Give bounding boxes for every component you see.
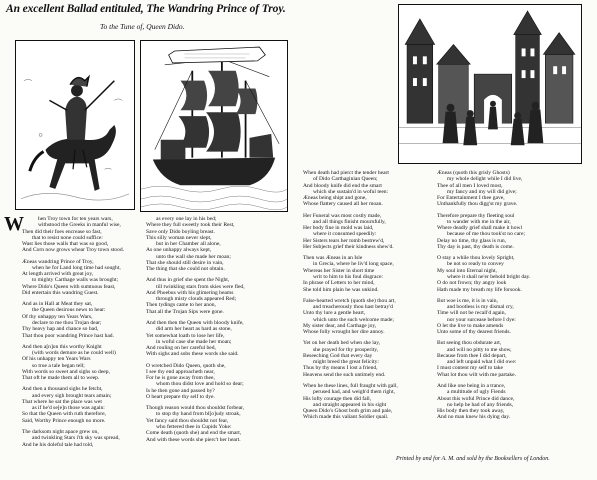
verse-line: Yet on her death bed when she lay, xyxy=(303,340,381,347)
verse-line: That thou poor wandring Prince hast had. xyxy=(22,332,114,339)
ballad-title: An excellent Ballad entituled, The Wandring Prince of Troy. xyxy=(6,3,286,15)
verse-line: I see thy end approacheth near, xyxy=(146,368,215,375)
verse-line: hen Troy town for ten years wars, xyxy=(38,216,113,222)
verse-line: And then a[n]on this worthy Knight xyxy=(22,343,102,350)
verse-line: no help he had of any friends, xyxy=(447,401,514,408)
verse-line: Thy day is past, thy death is come. xyxy=(437,243,514,250)
verse-line: Yet somewhat loath to lose her life, xyxy=(146,332,225,339)
verse-line: I must content my self to take xyxy=(437,365,503,372)
verse-line: so true a tale began tell; xyxy=(32,362,85,369)
imprint-line: Printed by and for A. M. and sold by the Booksellers of London. xyxy=(396,456,550,462)
verse-line: Then was Æneas in an Isle xyxy=(303,255,363,262)
verse-line: Then tydings came to her anon, xyxy=(146,302,216,309)
verse-line: My soul into Eternal night, xyxy=(437,267,497,274)
verse-line: she prayed for thy prosperity, xyxy=(313,346,379,353)
verse-line: But seeing thou obdurate art, xyxy=(437,340,502,347)
verse-line: writ to him to his foul disgrace: xyxy=(313,273,383,280)
woodcut-ship xyxy=(140,40,288,212)
verse-line: Her Sisters tears her tomb bestrew'd, xyxy=(303,237,385,244)
verse-line: and straight appeared in his sight xyxy=(313,401,387,408)
verse-line: This silly woman never slept, xyxy=(146,234,212,241)
verse-line: and all things finisht mournfully, xyxy=(313,218,386,225)
verse-line: Because from thee I did depart, xyxy=(437,352,507,359)
drop-cap: W xyxy=(4,213,24,235)
tune-line: To the Tune of, Queen Dido. xyxy=(100,22,185,31)
palace-illustration xyxy=(399,5,581,163)
verse-line: When death had pierct the tender heart xyxy=(303,170,389,176)
verse-column-1 xyxy=(22,216,140,478)
verse-line: About this woful Prince did dance, xyxy=(437,395,515,402)
verse-line: till twinkling stars from skies were fled, xyxy=(156,283,245,290)
verse-line: Save only Dido boyling breast. xyxy=(146,228,215,235)
verse-line: Whereas her Sister in short time xyxy=(303,267,375,274)
verse-line: So that the Queen with ruth therefore, xyxy=(22,411,106,418)
verse-line: the Queen desirous news to hear: xyxy=(32,307,106,314)
verse-line: Though reason would thou shouldst forbear, xyxy=(146,405,245,412)
verse-line: and will no pitty to me show, xyxy=(447,346,512,353)
verse-line: which she sustain'd in woful teen: xyxy=(313,188,389,195)
verse-line: Hath made my breath my life forsook. xyxy=(437,286,522,293)
verse-line: a multitude of ugly Fiends xyxy=(447,389,506,396)
verse-line: Is he then gone and passed by? xyxy=(146,387,215,394)
verse-line: O heart prepare thy self to dye. xyxy=(146,393,215,400)
verse-line: Whose flattery caused all her moan. xyxy=(303,201,383,208)
woodcut-knight-on-horse xyxy=(15,40,135,210)
verse-line: perused had, and weigh'd them right, xyxy=(313,389,395,396)
verse-line: And like one being in a trance, xyxy=(437,382,506,389)
verse-line: might breed the great felicity: xyxy=(313,359,379,366)
verse-line: And Phoebus with his glimering beams xyxy=(146,289,234,296)
verse-line: That all the Trojan Sips were gone. xyxy=(146,308,224,315)
verse-line: Where Dido's Queen with sumtuous feast, xyxy=(22,283,116,290)
verse-line: Of thy unhappy ten Years Wars, xyxy=(22,313,93,320)
verse-line: to stop thy hand from bl[o]udy stroak, xyxy=(156,411,241,418)
verse-line: For Entertainment I thee gave, xyxy=(437,195,505,202)
verse-line: And then a thousand sighs he fetcht, xyxy=(22,386,103,393)
verse-line: where it shall ne'er behold bright day. xyxy=(447,273,531,280)
verse-line: And rouling on her careful bed, xyxy=(146,345,216,352)
verse-line: when he for Land long time had sought, xyxy=(32,264,121,271)
verse-line: Unto some of thy dearest friends. xyxy=(437,329,511,336)
verse-line: False-hearted wretch (quoth she) thou art, xyxy=(303,297,396,304)
verse-line: Æneas being shipt and gone, xyxy=(303,195,367,202)
verse-line: When he these lines, full fraught with gall, xyxy=(303,382,398,389)
verse-line: With words so sweet and sighs so deep, xyxy=(22,368,110,375)
verse-line: What lot thou wilt with me partake. xyxy=(437,371,517,378)
verse-line: to mighty Carthage walls was brought; xyxy=(32,277,119,284)
verse-line: withstood the Greeks in manful wise, xyxy=(38,222,121,229)
verse-line: Therefore prepare thy fleeting soul xyxy=(437,212,515,219)
verse-line: my whole delight while I did live, xyxy=(447,176,523,183)
verse-line: but in her Chamber all alone, xyxy=(156,241,221,248)
verse-line: That where he sat the place was wet xyxy=(22,398,102,405)
verse-line: And he his doleful tale had told, xyxy=(22,441,94,448)
verse-line: Beseeching God that every day xyxy=(303,352,373,359)
verse-line: my fancy and my will did give; xyxy=(447,188,517,195)
verse-line: Æneas (quoth this grisly Ghosts) xyxy=(437,170,510,176)
verse-line: Whose folly wrought her dire annoy. xyxy=(303,329,385,336)
verse-line: nor your surcease before I dye: xyxy=(447,316,516,323)
verse-line: At length arrived with great joy, xyxy=(22,271,94,278)
verse-line: For he is gone away from thee, xyxy=(146,375,215,382)
verse-line: and twinkling Stars i'th sky was spread, xyxy=(32,435,120,442)
verse-column-3 xyxy=(303,170,429,452)
verse-line: The thing that she could not obtain. xyxy=(146,266,225,273)
verse-column-2 xyxy=(146,216,286,478)
verse-line: His body then they took away, xyxy=(437,408,505,415)
verse-line: Of his unhappy ten Years Wars xyxy=(22,356,91,363)
verse-line: Thee of all men I loved most, xyxy=(437,182,503,189)
woodcut-palace-scene xyxy=(398,4,582,164)
verse-line: where it consumed speedily: xyxy=(313,231,377,238)
verse-line: in woful case she made her moan; xyxy=(156,338,232,345)
verse-line: Said, Worthy Prince enough no more. xyxy=(22,417,106,424)
verse-line: be not so ready to convey xyxy=(447,261,504,268)
verse-line: That she should still desire in vain, xyxy=(146,259,224,266)
verse-line: O stay a while thou lovely Spright, xyxy=(437,255,515,262)
verse-line: that to resist none could suffice: xyxy=(32,234,103,241)
verse-line: And as in Hall at Meat they sat, xyxy=(22,301,93,308)
verse-line: And Corn now grows whear Troy town stood. xyxy=(22,247,125,254)
verse-line: Yet fancy said thou shouldst not fear, xyxy=(146,417,229,424)
verse-line: My sister dear, and Carthage joy, xyxy=(303,322,377,329)
verse-line: And then then the Queen with bloody knife, xyxy=(146,319,244,326)
verse-line: (with words demure as he could well) xyxy=(32,350,116,357)
verse-line: Where deadly grief shall make it howl xyxy=(437,225,523,232)
verse-line: and bootless is my dismal cry, xyxy=(447,304,514,311)
verse-line: whom thou didst love and hold so dear; xyxy=(156,381,244,388)
verse-line: through misty clouds appeared Red; xyxy=(156,296,237,303)
verse-line: She told him plain he was unkind. xyxy=(303,286,379,293)
verse-line: in Grecia, where he liv'd long space, xyxy=(313,261,394,268)
verse-line: And bloody knife did end the smart xyxy=(303,182,382,189)
verse-line: His lofty courage then did fall, xyxy=(303,395,372,402)
verse-line: Wast lies those walls that was so good, xyxy=(22,241,109,248)
verse-line: Then did their foes encrease so fast, xyxy=(22,228,102,235)
verse-line: As one unhappy always kept, xyxy=(146,247,212,254)
verse-line: And no man knew his dying day. xyxy=(437,414,511,421)
verse-line: Æneas wandring Prince of Troy, xyxy=(22,258,94,265)
verse-line: Which made this valiant Soldier quail. xyxy=(303,414,389,421)
verse-line: Heavens send the such untimely end. xyxy=(303,371,386,378)
verse-line: That oft he made them all to weep. xyxy=(22,375,100,382)
verse-line: But woe is me, it is in vain, xyxy=(437,297,498,304)
verse-line: Where they full sweetly took their Rest, xyxy=(146,222,235,229)
verse-line: Did entertain this wandring Guest. xyxy=(22,289,99,296)
verse-line: Unthankfully thou digg'st my grave. xyxy=(437,201,518,208)
verse-line: to wander with me in the air, xyxy=(447,218,511,225)
verse-line: Queen Dido's Ghost both grim and pale, xyxy=(303,408,393,415)
verse-line: and left unpaid what I did owe: xyxy=(447,359,517,366)
verse-line: which unto the such welcome made; xyxy=(313,316,394,323)
verse-line: Her Subjects grief their kindness shew'd. xyxy=(303,243,394,250)
verse-line: who fettered thee in Cupids Yoke: xyxy=(156,423,232,430)
verse-line: Her body fine in mold was laid, xyxy=(303,225,374,232)
verse-line: And with these words she pierc't her heart. xyxy=(146,436,241,443)
verse-line: Her Funeral was most costly made, xyxy=(303,212,382,219)
verse-line: O do not frown; thy angry look xyxy=(437,280,507,287)
verse-line: did arm her heart as hard as stone, xyxy=(156,326,232,333)
verse-line: Thy heavy hap and chance so bad, xyxy=(22,326,99,333)
verse-line: Delay no time, thy glass is run, xyxy=(437,237,507,244)
verse-line: O wretched Dido Queen, quoth she, xyxy=(146,362,226,369)
verse-line: and every sigh brought tears amain; xyxy=(32,392,112,399)
verse-line: and treacherously thou hast betray'd xyxy=(313,304,393,311)
verse-line: In phrase of Letters to her mind, xyxy=(303,280,375,287)
verse-line: Thus by thy means I lost a friend, xyxy=(303,365,378,372)
verse-line: as every one lay in his bed; xyxy=(156,216,217,222)
verse-line: Unto thy lure a gentle heart, xyxy=(303,310,366,317)
verse-line: And thus in grief she spent the Night, xyxy=(146,277,230,284)
knight-illustration xyxy=(16,41,134,209)
verse-line: Come death (quoth she) and end the smart, xyxy=(146,430,242,437)
verse-line: as if he'd se[e]n those was again: xyxy=(32,405,105,412)
verse-line: because of me thou took'st no care; xyxy=(447,231,526,238)
verse-line: unto the wall she made her moan; xyxy=(156,253,231,260)
verse-line: O let the live to make amends xyxy=(437,322,504,329)
verse-line: The darksom night apace grew on, xyxy=(22,428,99,435)
ship-illustration xyxy=(141,41,287,211)
verse-line: declare to me thou Trojan dear; xyxy=(32,319,102,326)
verse-line: of Dido Carthaginian Queen; xyxy=(313,176,378,183)
verse-line: With sighs and sobs these words she said. xyxy=(146,351,239,358)
verse-line: Time will not be recall'd again, xyxy=(437,310,506,317)
verse-column-4 xyxy=(437,170,589,452)
